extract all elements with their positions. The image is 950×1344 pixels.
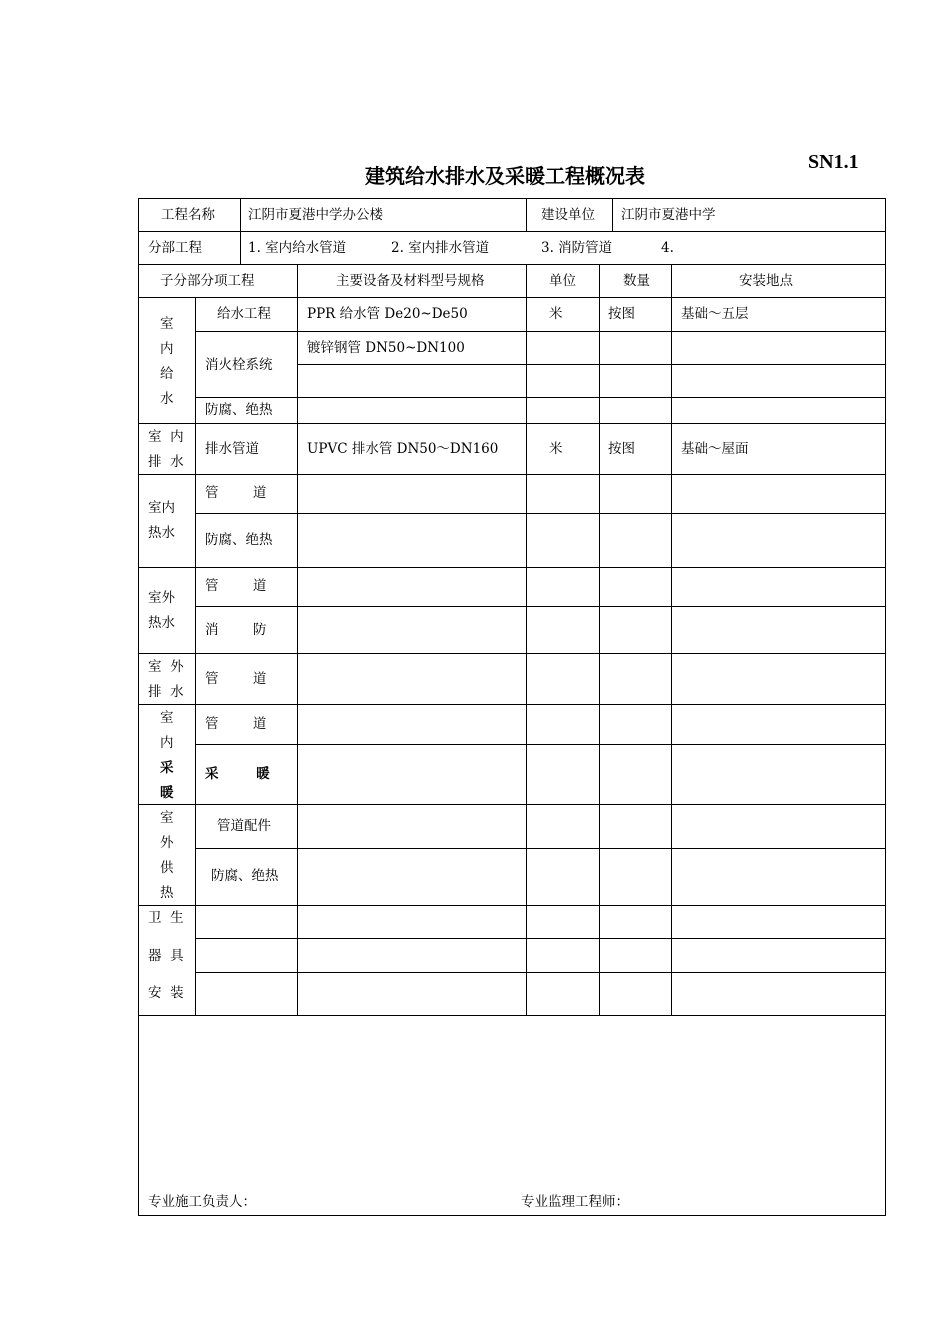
item-label: 给水工程: [217, 306, 271, 322]
group-label: 室 内: [148, 429, 184, 445]
row-divider: [195, 744, 886, 745]
spec-cell: PPR 给水管 De20~De50: [307, 306, 468, 322]
row-divider: [195, 972, 886, 973]
row-divider: [195, 331, 886, 332]
builder-label: 建设单位: [541, 207, 595, 223]
row-divider: [138, 653, 886, 654]
item-label: 消火栓系统: [205, 357, 273, 373]
column-divider: [297, 264, 298, 1015]
item-label: 防腐、绝热: [205, 532, 273, 548]
construction-lead-label: 专业施工负责人：: [148, 1194, 256, 1210]
column-divider: [612, 198, 613, 231]
qty-cell: 按图: [608, 306, 635, 322]
spec-cell: UPVC 排水管 DN50～DN160: [307, 441, 499, 457]
group-label: 热水: [148, 525, 175, 541]
group-label: 内: [160, 341, 174, 357]
project-name-label: 工程名称: [161, 207, 215, 223]
summary-table: [138, 198, 886, 1216]
column-divider: [526, 198, 527, 231]
column-header-unit: 单位: [549, 273, 576, 289]
item-label: 管 道: [205, 671, 267, 687]
group-label: 热水: [148, 615, 175, 631]
group-label: 排 水: [148, 684, 184, 700]
builder-value: 江阴市夏港中学: [621, 207, 716, 223]
group-label: 室 外: [148, 659, 184, 675]
column-divider: [526, 264, 527, 1015]
form-code: SN1.1: [808, 151, 859, 173]
supervisor-label: 专业监理工程师：: [521, 1194, 629, 1210]
group-label: 水: [160, 391, 174, 407]
row-divider: [138, 231, 886, 232]
column-header-subitem: 子分部分项工程: [160, 273, 255, 289]
division-item: 3. 消防管道: [541, 240, 613, 256]
item-label: 管 道: [205, 716, 267, 732]
group-label: 采: [160, 760, 174, 776]
column-divider: [240, 198, 241, 231]
division-label: 分部工程: [148, 240, 202, 256]
row-divider: [138, 804, 886, 805]
item-label: 防腐、绝热: [205, 402, 273, 418]
group-label: 给: [160, 366, 174, 382]
item-label: 管 道: [205, 485, 267, 501]
group-label: 安 装: [148, 985, 184, 1001]
row-divider: [138, 1015, 886, 1016]
row-divider: [297, 364, 886, 365]
item-label: 管 道: [205, 578, 267, 594]
column-header-qty: 数量: [623, 273, 650, 289]
division-item: 2. 室内排水管道: [391, 240, 490, 256]
item-label: 排水管道: [205, 441, 259, 457]
column-divider: [195, 297, 196, 1015]
column-divider: [599, 264, 600, 1015]
group-label: 暖: [160, 785, 174, 801]
group-label: 室外: [148, 590, 175, 606]
unit-cell: 米: [549, 306, 563, 322]
group-label: 室: [160, 316, 174, 332]
row-divider: [138, 704, 886, 705]
group-label: 排 水: [148, 454, 184, 470]
page-title: 建筑给水排水及采暖工程概况表: [365, 164, 645, 188]
row-divider: [138, 423, 886, 424]
location-cell: 基础～五层: [681, 306, 749, 322]
row-divider: [138, 264, 886, 265]
row-divider: [138, 474, 886, 475]
row-divider: [195, 513, 886, 514]
group-label: 器 具: [148, 948, 184, 964]
group-label: 供: [160, 860, 174, 876]
division-item: 1. 室内给水管道: [248, 240, 347, 256]
project-name-value: 江阴市夏港中学办公楼: [248, 207, 383, 223]
group-label: 外: [160, 835, 174, 851]
group-label: 热: [160, 885, 174, 901]
item-label: 管道配件: [217, 818, 271, 834]
row-divider: [195, 848, 886, 849]
qty-cell: 按图: [608, 441, 635, 457]
group-label: 室: [160, 810, 174, 826]
spec-cell: 镀锌钢管 DN50~DN100: [307, 340, 465, 356]
column-divider: [671, 264, 672, 1015]
row-divider: [138, 905, 886, 906]
unit-cell: 米: [549, 441, 563, 457]
column-header-location: 安装地点: [739, 273, 793, 289]
group-label: 内: [160, 735, 174, 751]
group-label: 室内: [148, 500, 175, 516]
group-label: 室: [160, 710, 174, 726]
row-divider: [138, 567, 886, 568]
column-divider: [240, 231, 241, 264]
column-header-spec: 主要设备及材料型号规格: [336, 273, 485, 289]
item-label: 消 防: [205, 622, 267, 638]
item-label: 防腐、绝热: [211, 868, 279, 884]
location-cell: 基础～屋面: [681, 441, 749, 457]
row-divider: [138, 297, 886, 298]
row-divider: [195, 606, 886, 607]
row-divider: [195, 397, 886, 398]
item-label: 采 暖: [205, 766, 270, 782]
group-label: 卫 生: [148, 910, 184, 926]
division-item: 4.: [661, 240, 674, 256]
row-divider: [195, 938, 886, 939]
